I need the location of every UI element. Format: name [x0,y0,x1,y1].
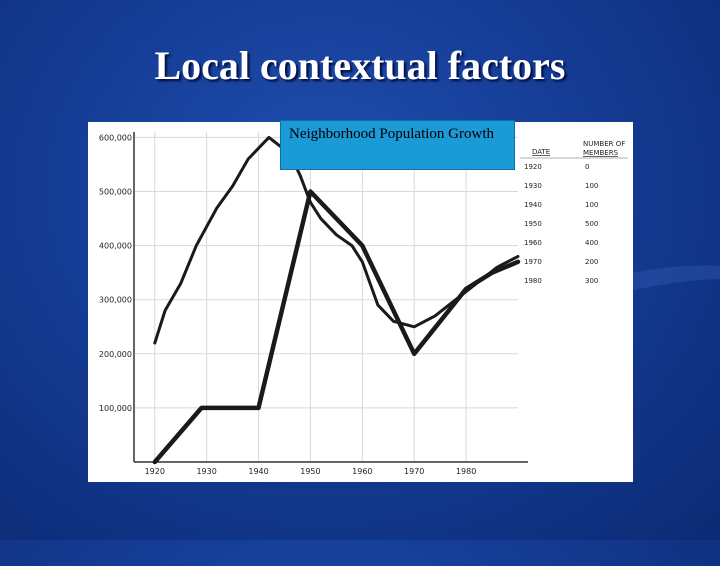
y-tick-label: 500,000 [98,187,132,197]
table-cell-date: 1970 [524,258,542,266]
population-chart [88,122,633,482]
table-cell-members: 100 [585,182,599,190]
table-cell-date: 1940 [524,201,542,209]
members-table [520,140,628,285]
table-cell-members: 400 [585,239,599,247]
x-tick-label: 1920 [144,467,165,476]
chart-axes [134,132,528,462]
table-cell-members: 200 [585,258,599,266]
x-tick-label: 1930 [196,467,217,476]
x-tick-label: 1940 [248,467,269,476]
table-cell-date: 1960 [524,239,542,247]
table-cell-date: 1930 [524,182,542,190]
table-cell-date: 1950 [524,220,542,228]
x-tick-labels [145,467,477,476]
table-cell-members: 100 [585,201,599,209]
y-tick-label: 200,000 [98,349,132,359]
table-header-members: NUMBER OF [583,140,626,148]
x-tick-label: 1980 [455,467,477,476]
slide-title: Local contextual factors [154,43,566,88]
members-line [155,192,518,463]
x-tick-label: 1970 [404,467,425,476]
table-header-date: DATE [532,148,551,156]
y-tick-label: 300,000 [98,295,132,305]
table-header-members: MEMBERS [583,149,619,157]
table-cell-date: 1980 [524,277,542,285]
table-cell-members: 300 [585,277,599,285]
table-cell-members: 0 [585,163,590,171]
y-tick-label: 100,000 [98,403,132,413]
table-cell-date: 1920 [524,163,542,171]
neighborhood-growth-callout: Neighborhood Population Growth [280,120,515,170]
y-tick-label: 400,000 [98,241,132,251]
y-tick-labels [99,133,132,412]
scanned-chart-figure [88,122,633,482]
y-tick-label: 600,000 [98,133,132,143]
table-cell-members: 500 [585,220,599,228]
x-tick-label: 1960 [352,467,373,476]
x-tick-label: 1950 [300,467,321,476]
